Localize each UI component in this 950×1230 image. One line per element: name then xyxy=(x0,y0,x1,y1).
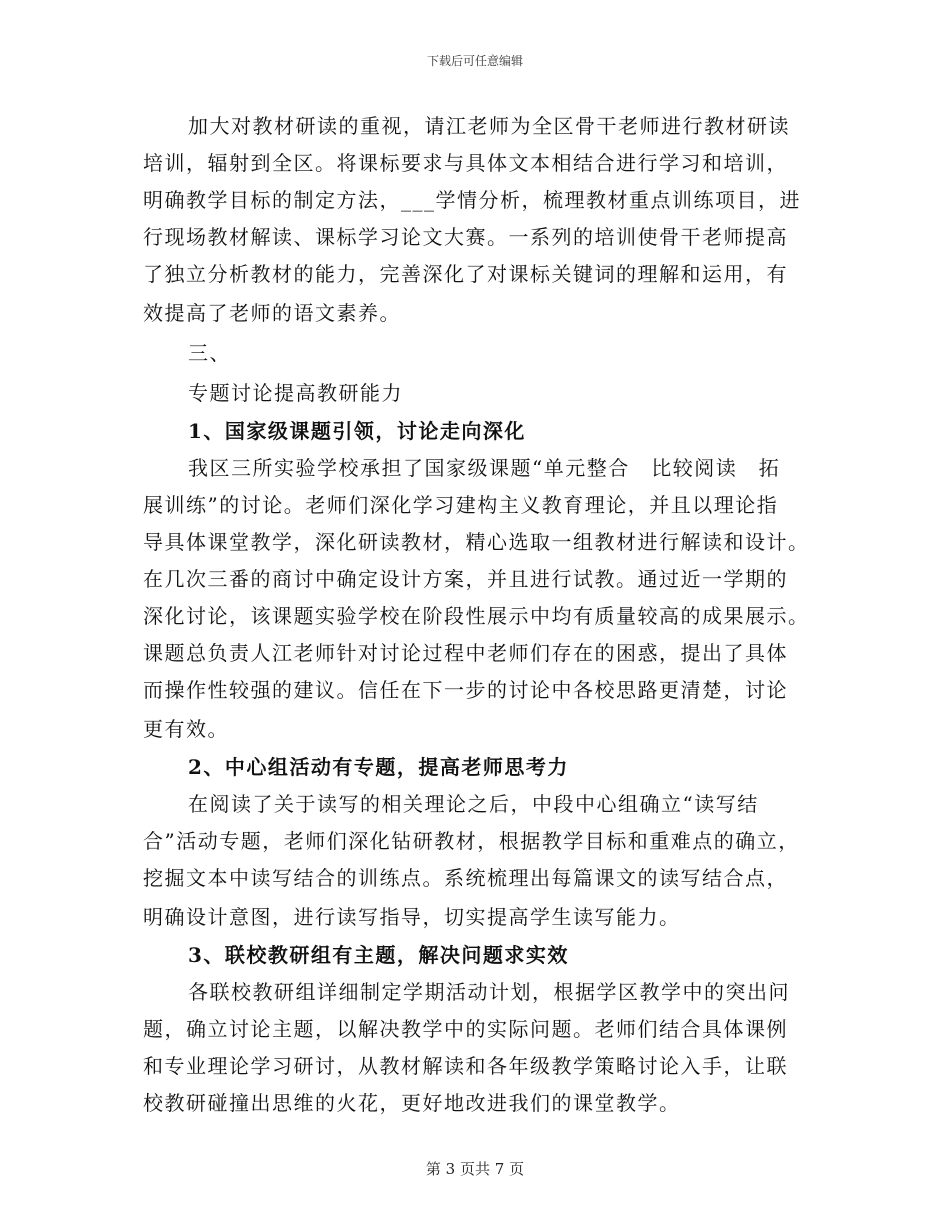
paragraph-line: 行现场教材解读、课标学习论文大赛。一系列的培训使骨干老师提高 xyxy=(143,225,788,249)
paragraph-line: 展训练”的讨论。老师们深化学习建构主义教育理论，并且以理论指 xyxy=(143,493,779,517)
subheading: 1、国家级课题引领，讨论走向深化 xyxy=(188,419,526,443)
paragraph-line: 校教研碰撞出思维的火花，更好地改进我们的课堂教学。 xyxy=(143,1091,681,1115)
subheading: 3、联校教研组有主题，解决问题求实效 xyxy=(188,943,569,967)
paragraph-line: 导具体课堂教学，深化研读教材，精心选取一组教材进行解读和设计。 xyxy=(143,530,810,554)
document-body xyxy=(143,108,808,1122)
paragraph-line: 更有效。 xyxy=(143,717,229,741)
paragraph-line: 在阅读了关于读写的相关理论之后，中段中心组确立“读写结 xyxy=(188,792,759,816)
paragraph-line: 课题总负责人江老师针对讨论过程中老师们存在的困惑，提出了具体 xyxy=(143,641,788,665)
section-number: 三、 xyxy=(188,341,231,365)
paragraph-line: 而操作性较强的建议。信任在下一步的讨论中各校思路更清楚，讨论 xyxy=(143,678,788,702)
paragraph-line: 各联校教研组详细制定学期活动计划，根据学区教学中的突出问 xyxy=(188,980,790,1004)
paragraph-line: 在几次三番的商讨中确定设计方案，并且进行试教。通过近一学期的 xyxy=(143,567,788,591)
paragraph-line: 深化讨论，该课题实验学校在阶段性展示中均有质量较高的成果展示。 xyxy=(143,604,810,628)
paragraph-line: 我区三所实验学校承担了国家级课题“单元整合 比较阅读 拓 xyxy=(188,456,781,480)
subheading: 2、中心组活动有专题，提高老师思考力 xyxy=(188,755,569,779)
page-number: 第 3 页共 7 页 xyxy=(425,1160,525,1178)
paragraph-line: 明确教学目标的制定方法，___学情分析，梳理教材重点训练项目，进 xyxy=(143,188,801,212)
paragraph-line: 题，确立讨论主题，以解决教学中的实际问题。老师们结合具体课例 xyxy=(143,1017,788,1041)
page-header: 下载后可任意编辑 xyxy=(426,54,523,68)
paragraph-line: 加大对教材研读的重视，请江老师为全区骨干老师进行教材研读 xyxy=(188,114,790,138)
paragraph-line: 效提高了老师的语文素养。 xyxy=(143,301,401,325)
paragraph-line: 明确设计意图，进行读写指导，切实提高学生读写能力。 xyxy=(143,905,681,929)
paragraph-line: 和专业理论学习研讨，从教材解读和各年级教学策略讨论入手，让联 xyxy=(143,1054,788,1078)
paragraph-line: 培训，辐射到全区。将课标要求与具体文本相结合进行学习和培训， xyxy=(143,151,788,175)
paragraph-line: 挖掘文本中读写结合的训练点。系统梳理出每篇课文的读写结合点， xyxy=(143,866,788,890)
paragraph-line: 了独立分析教材的能力，完善深化了对课标关键词的理解和运用，有 xyxy=(143,262,788,286)
paragraph-line: 合”活动专题，老师们深化钻研教材，根据教学目标和重难点的确立， xyxy=(143,829,800,853)
section-title: 专题讨论提高教研能力 xyxy=(188,381,403,405)
